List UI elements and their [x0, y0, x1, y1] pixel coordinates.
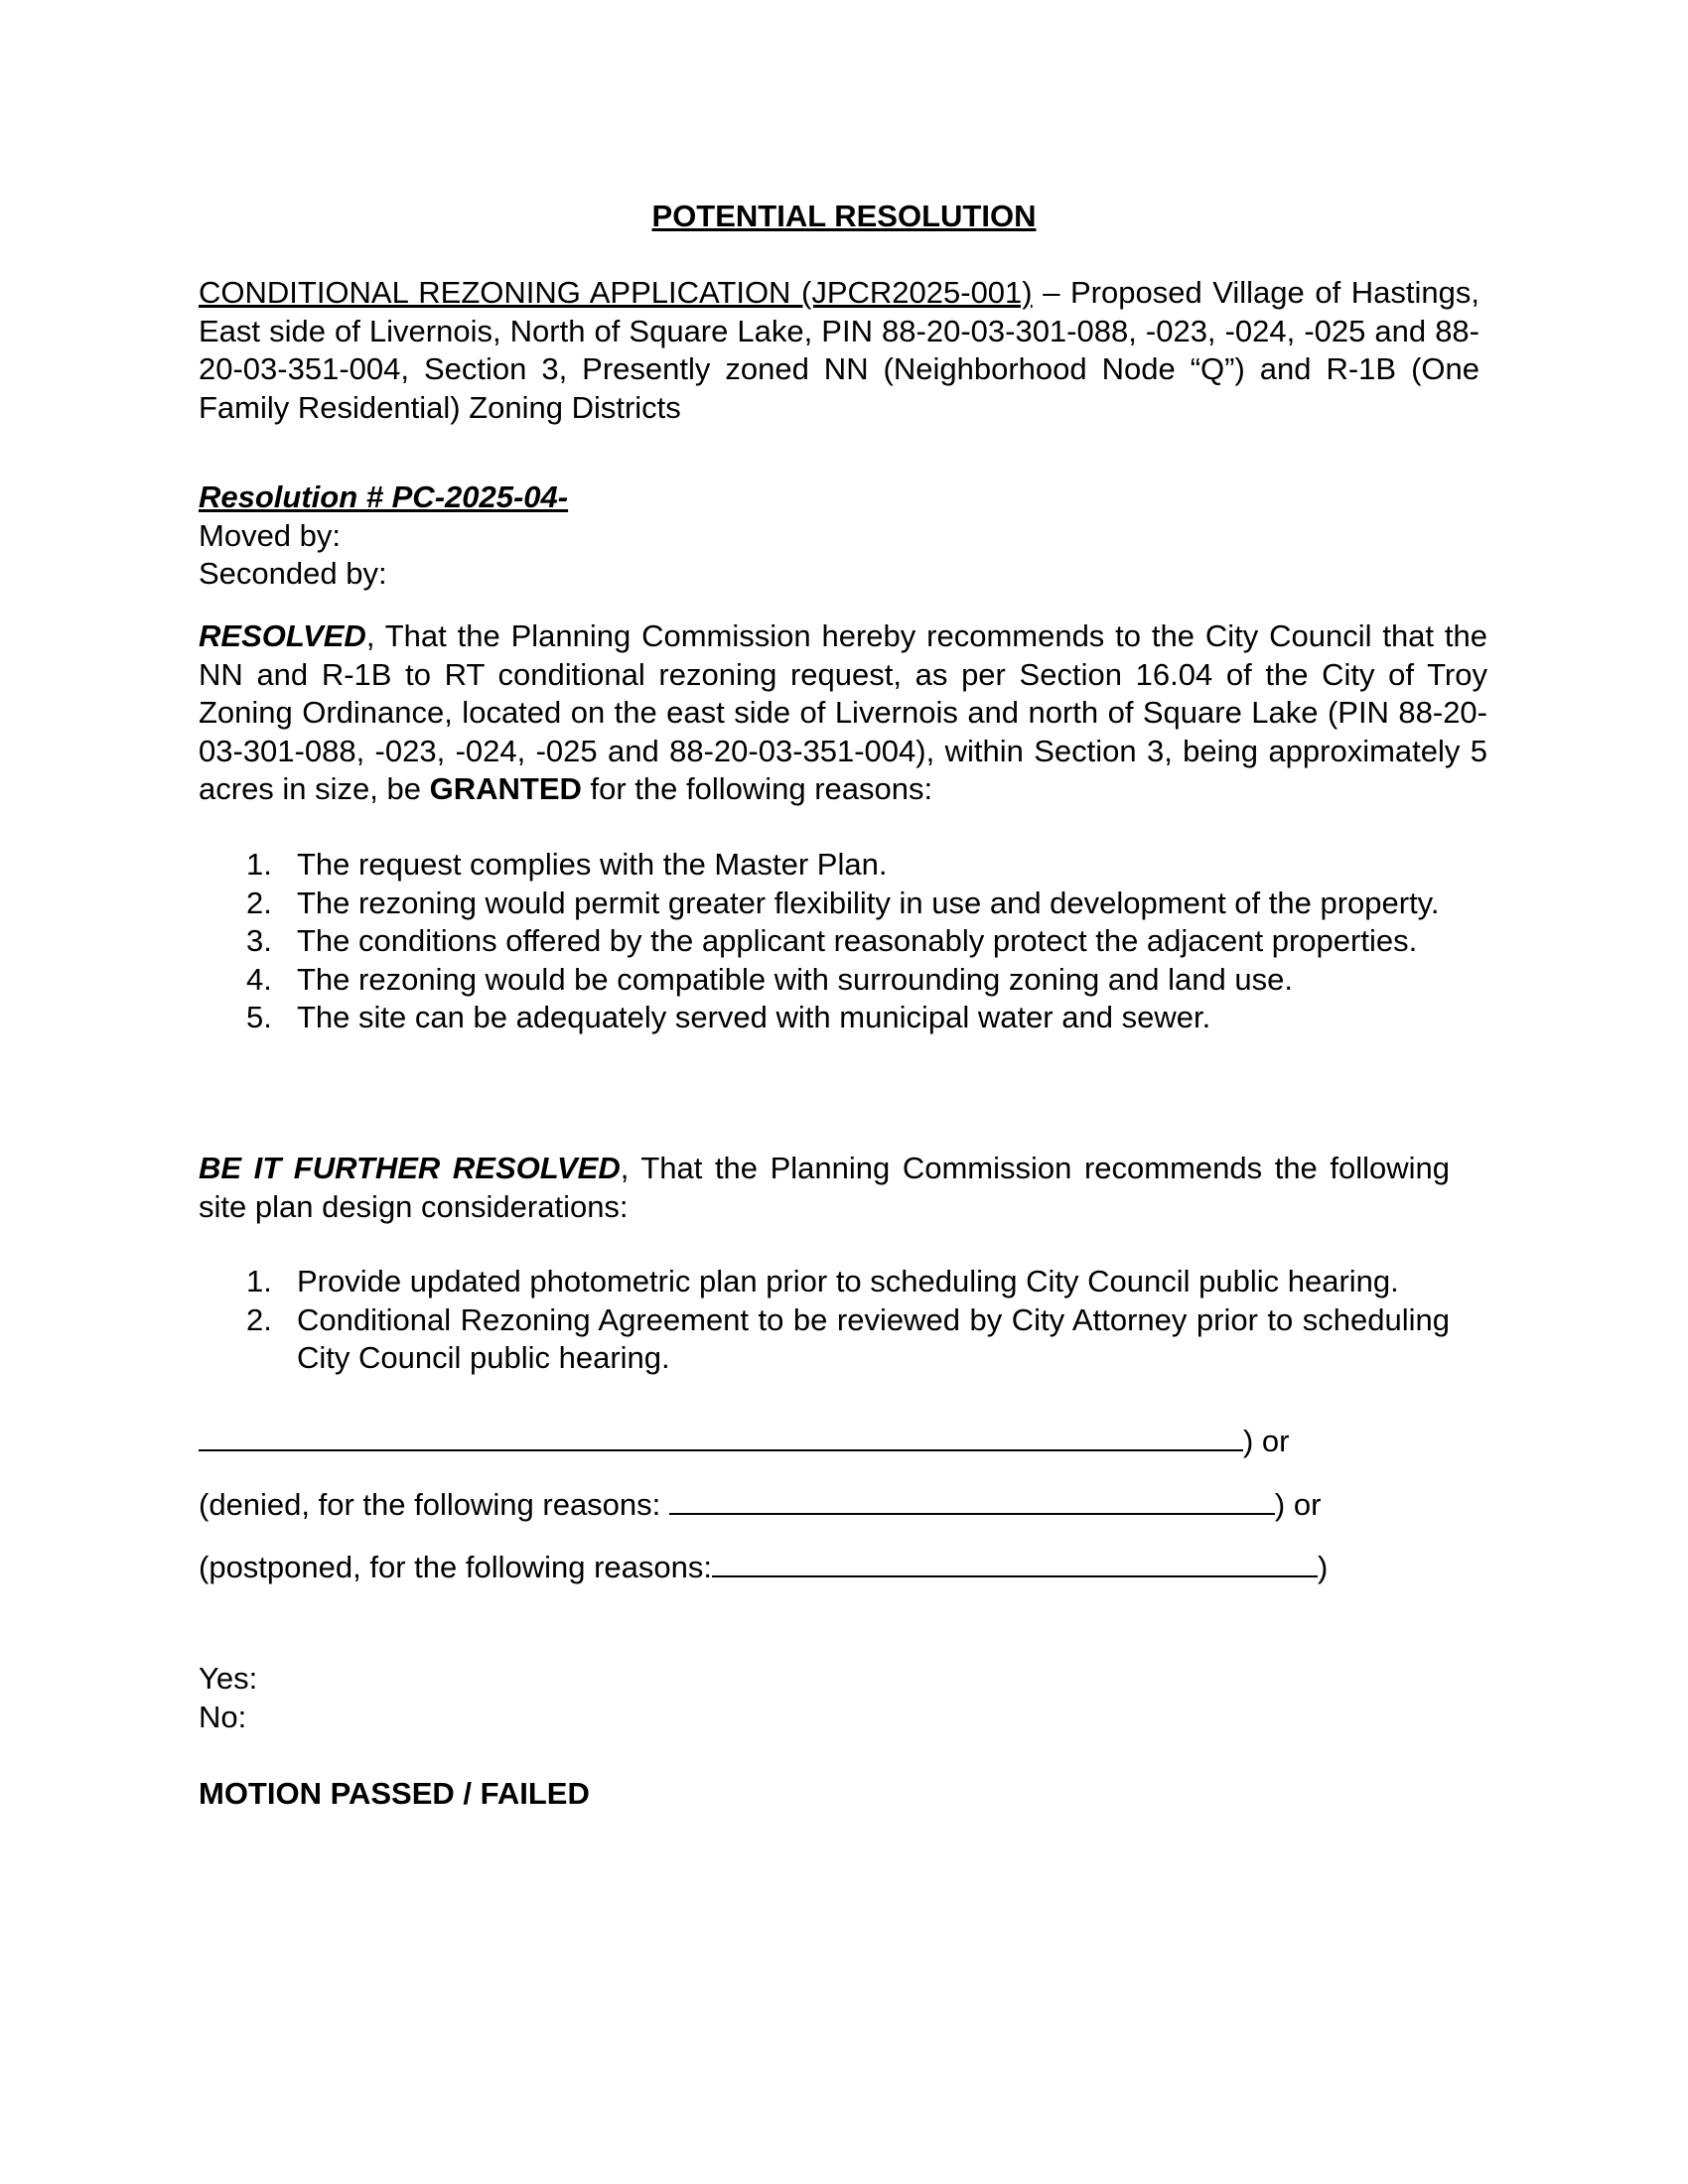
- resolved-paragraph: [199, 617, 1487, 809]
- list-text: The conditions offered by the applicant reasonably protect the adjacent properties.: [297, 923, 1418, 958]
- row-suffix: ) or: [1243, 1424, 1290, 1458]
- no-label: No:: [199, 1699, 247, 1734]
- denied-label: (denied, for the following reasons:: [199, 1487, 669, 1522]
- list-item: [199, 999, 1487, 1037]
- list-number: 3.: [246, 923, 272, 958]
- list-item: [199, 922, 1487, 961]
- moved-by-label: Moved by:: [199, 517, 342, 553]
- blank-line-row: [199, 1420, 1290, 1461]
- denied-row: [199, 1483, 1321, 1525]
- page-title: POTENTIAL RESOLUTION: [651, 199, 1037, 233]
- blank-line: [712, 1546, 1318, 1577]
- list-number: 2.: [246, 885, 272, 920]
- application-caption: [199, 274, 1479, 427]
- list-text: Provide updated photometric plan prior to scheduling City Council public hearing.: [297, 1264, 1399, 1298]
- list-number: 5.: [246, 1000, 272, 1034]
- list-item: [199, 846, 1487, 885]
- postponed-label: (postponed, for the following reasons:: [199, 1550, 712, 1584]
- list-text: The site can be adequately served with municipal water and sewer.: [297, 1000, 1211, 1034]
- granted-word: GRANTED: [429, 771, 582, 806]
- list-item: [199, 885, 1487, 923]
- list-text: The rezoning would be compatible with surrounding zoning and land use.: [297, 961, 1293, 997]
- list-number: 1.: [246, 847, 272, 882]
- list-number: 1.: [246, 1264, 272, 1298]
- postponed-row: [199, 1546, 1328, 1587]
- resolution-header: [199, 478, 1489, 594]
- further-resolved-lead: BE IT FURTHER RESOLVED: [199, 1151, 621, 1185]
- list-item: [199, 1301, 1450, 1378]
- list-text: The rezoning would permit greater flexibility in use and development of the property.: [297, 885, 1440, 920]
- list-number: 4.: [246, 961, 272, 997]
- reasons-list: [199, 846, 1487, 1037]
- motion-result: MOTION PASSED / FAILED: [199, 1776, 590, 1811]
- application-name: CONDITIONAL REZONING APPLICATION (JPCR2025-001): [199, 275, 1033, 310]
- list-text: Conditional Rezoning Agreement to be reviewed by City Attorney prior to scheduling City Council public hearing.: [297, 1301, 1450, 1375]
- resolution-number: Resolution # PC-2025-04-: [199, 479, 569, 514]
- resolved-text-after: for the following reasons:: [581, 771, 933, 806]
- postponed-suffix: ): [1317, 1550, 1329, 1584]
- further-resolved-paragraph: [199, 1150, 1450, 1226]
- denied-suffix: ) or: [1274, 1487, 1322, 1522]
- list-text: The request complies with the Master Plan.: [297, 847, 888, 882]
- vote-tally: [199, 1660, 1489, 1736]
- further-resolved-text: , That the Planning Commission recommends the following site plan design considerations:: [199, 1151, 1450, 1224]
- list-number: 2.: [246, 1301, 272, 1337]
- application-description: – Proposed Village of Hastings, East side of Livernois, North of Square Lake, PIN 88-20-03-301-088, -023, -024, -025 and 88-20-03-351-004, Section 3, Presently zoned NN (Neighborhood Node “Q”) and R-1B (One Family Residential) Zoning Districts: [199, 275, 1479, 425]
- seconded-by-label: Seconded by:: [199, 556, 387, 591]
- list-item: [199, 1263, 1450, 1301]
- blank-line: [199, 1420, 1243, 1451]
- considerations-list: [199, 1263, 1450, 1378]
- resolved-lead: RESOLVED: [199, 618, 366, 653]
- blank-line: [669, 1483, 1275, 1515]
- list-item: [199, 961, 1487, 1000]
- resolved-text-before: , That the Planning Commission hereby recommends to the City Council that the NN and R-1B to RT conditional rezoning request, as per Section 16.04 of the City of Troy Zoning Ordinance, located on the east side of Livernois and north of Square Lake (PIN 88-20-03-301-088, -023, -024, -025 and 88-20-03-351-004), within Section 3, being approximately 5 acres in size, be: [199, 618, 1487, 806]
- yes-label: Yes:: [199, 1661, 258, 1696]
